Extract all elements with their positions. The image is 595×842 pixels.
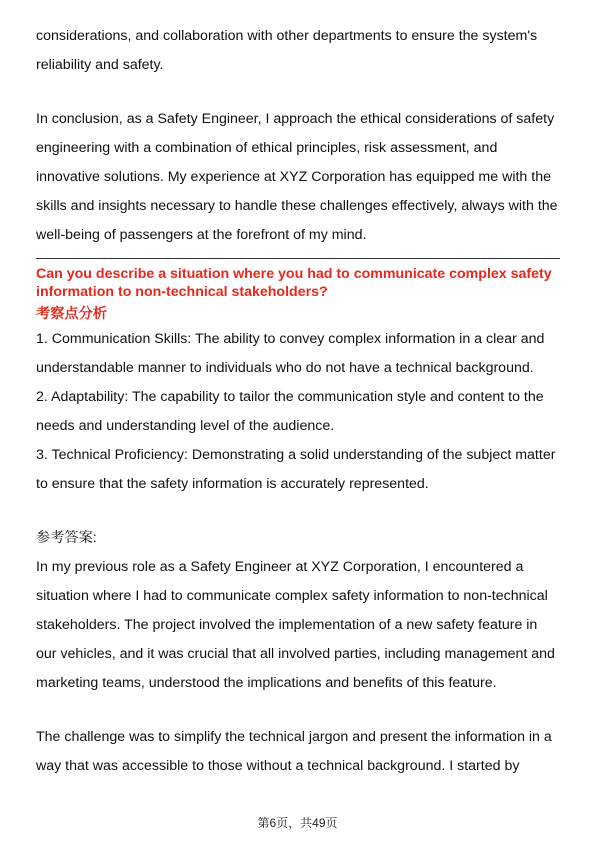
paragraph-continuation: considerations, and collaboration with other departments to ensure the system's reliability and safety. bbox=[36, 28, 538, 73]
question-heading: Can you describe a situation where you had to communicate complex safety information to non-technical stakeholders? bbox=[36, 266, 552, 300]
paragraph-conclusion: In conclusion, as a Safety Engineer, I approach the ethical considerations of safety engineering with a combination of ethical principles, risk assessment, and innovative solutions. My experience at XYZ Corporation has equipped me with the skills and insights necessary to handle these challenges effectively, always with the well-being of passengers at the forefront of my mind. bbox=[36, 111, 558, 243]
page-footer: 第6页，共49页 bbox=[257, 816, 338, 830]
analysis-item: 2. Adaptability: The capability to tailor the communication style and content to the needs and understanding level of the audience. bbox=[36, 389, 544, 434]
analysis-item: 3. Technical Proficiency: Demonstrating a solid understanding of the subject matter to ensure that the safety information is accurately represented. bbox=[36, 447, 556, 492]
section-divider bbox=[36, 258, 560, 259]
answer-paragraph: The challenge was to simplify the technical jargon and present the information in a way that was accessible to those without a technical background. I started by bbox=[36, 729, 552, 774]
analysis-item: 1. Communication Skills: The ability to convey complex information in a clear and understandable manner to individuals who do not have a technical background. bbox=[36, 331, 545, 376]
answer-heading: 参考答案: bbox=[36, 530, 97, 546]
spacer bbox=[36, 698, 560, 723]
document-page bbox=[36, 22, 560, 781]
answer-paragraph: In my previous role as a Safety Engineer at XYZ Corporation, I encountered a situation where I had to communicate complex safety information to non-technical stakeholders. The project involved the implementation of a new safety feature in our vehicles, and it was crucial that all involved parties, including management and marketing teams, understood the implications and benefits of this feature. bbox=[36, 559, 555, 691]
analysis-heading: 考察点分析 bbox=[36, 306, 107, 322]
spacer bbox=[36, 80, 560, 105]
spacer bbox=[36, 499, 560, 524]
